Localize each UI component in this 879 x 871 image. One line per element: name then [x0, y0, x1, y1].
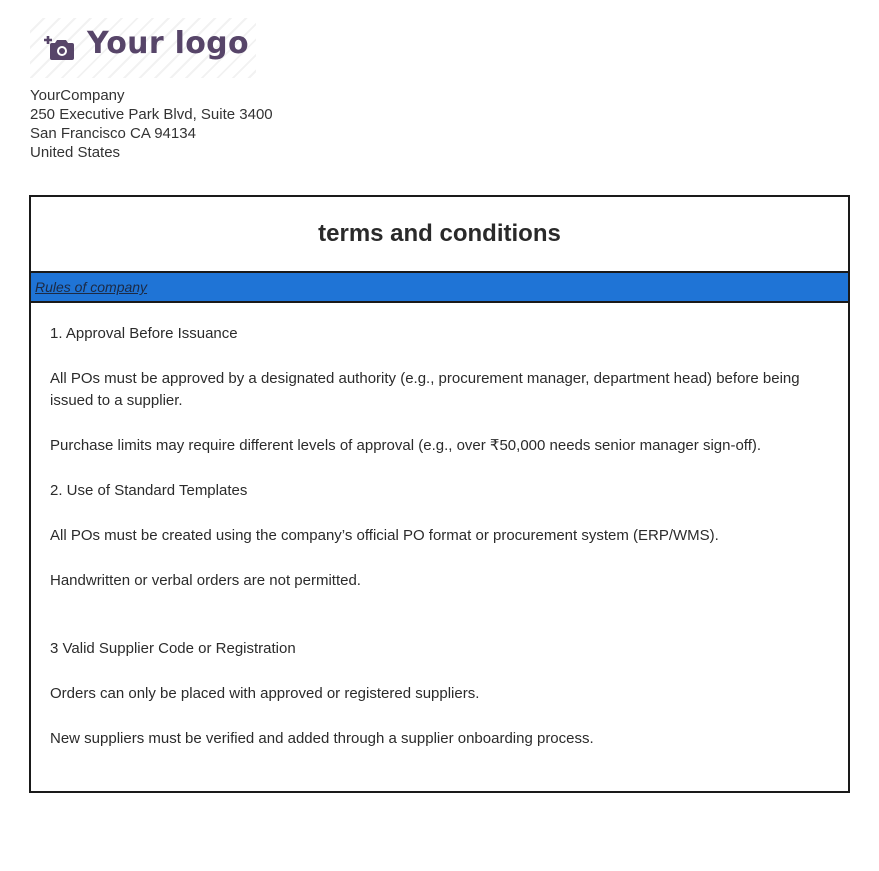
rule-heading: 2. Use of Standard Templates — [50, 482, 248, 499]
address-country: United States — [30, 144, 121, 161]
address-line-1: 250 Executive Park Blvd, Suite 3400 — [30, 106, 273, 123]
company-logo[interactable] — [30, 18, 256, 78]
terms-title[interactable]: terms and conditions — [31, 197, 848, 273]
rule-text: All POs must be created using the company’s official PO format or procurement system (ERP/WMS). — [50, 527, 719, 544]
rule-text: Orders can only be placed with approved or registered suppliers. — [50, 685, 480, 702]
address-line-2: San Francisco CA 94134 — [30, 125, 196, 142]
rule-heading: 3 Valid Supplier Code or Registration — [50, 640, 296, 657]
company-address — [30, 86, 273, 162]
rule-text: Purchase limits may require different levels of approval (e.g., over ₹50,000 needs senior manager sign-off). — [50, 437, 762, 454]
rule-heading: 1. Approval Before Issuance — [50, 325, 238, 342]
logo-text: Your logo — [87, 26, 249, 61]
section-header[interactable] — [31, 273, 848, 303]
rule-text: All POs must be approved by a designated authority (e.g., procurement manager, department head) before being issued to a supplier. — [50, 370, 800, 409]
rule-text: New suppliers must be verified and added through a supplier onboarding process. — [50, 730, 594, 747]
add-photo-icon — [44, 34, 76, 62]
terms-body[interactable] — [31, 303, 848, 750]
company-name: YourCompany — [30, 87, 125, 104]
rule-text: Handwritten or verbal orders are not permitted. — [50, 572, 361, 589]
terms-panel — [29, 195, 850, 793]
section-label: Rules of company — [35, 279, 148, 295]
